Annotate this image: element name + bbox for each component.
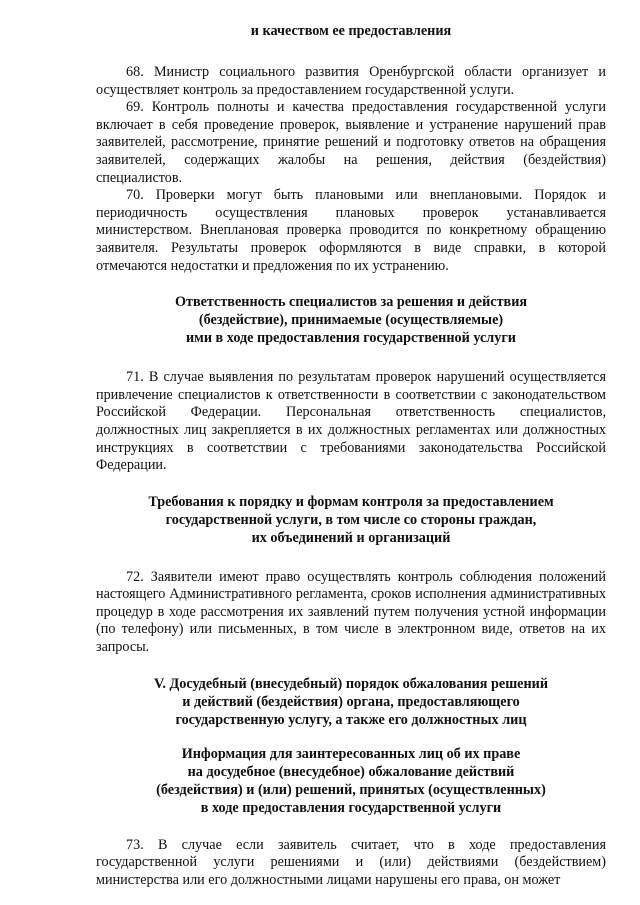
heading-line: их объединений и организаций <box>251 529 451 546</box>
heading-line: на досудебное (внесудебное) обжалование действий <box>187 763 515 780</box>
heading-line: государственную услугу, а также его должностных лиц <box>175 711 527 728</box>
paragraph-71: 71. В случае выявления по результатам проверок нарушений осуществляется привлечение специалистов к ответственности в соответствии с законодательством Российской Федерации. Персональная ответственность специалистов, должностных лиц закрепляется в их должностных регламентах или должностных инструкциях в соответствии с требованиями законодательства Российской Федерации. <box>96 369 606 474</box>
heading-line: (бездействие), принимаемые (осуществляемые) <box>198 312 504 329</box>
heading-line: V. Досудебный (внесудебный) порядок обжалования решений <box>154 675 548 692</box>
heading-line: (бездействия) и (или) решений, принятых (осуществленных) <box>156 781 546 798</box>
heading-line: Ответственность специалистов за решения и действия <box>174 294 528 311</box>
paragraph-68: 68. Министр социального развития Оренбургской области организует и осуществляет контроль за предоставлением государственной услуги. <box>96 64 606 98</box>
heading-section-5 <box>96 675 606 729</box>
heading-responsibility <box>96 293 606 347</box>
document-page <box>96 22 606 889</box>
paragraph-69: 69. Контроль полноты и качества предоставления государственной услуги включает в себя проведение проверок, выявление и устранение нарушений прав заявителей, рассмотрение, принятие решений и подготовку ответов на обращения заявителей, содержащих жалобы на решения, действия (бездействия) специалистов. <box>96 99 606 186</box>
heading-line: ими в ходе предоставления государственной услуги <box>186 330 516 347</box>
heading-line: Информация для заинтересованных лиц об их праве <box>181 745 521 762</box>
heading-information <box>96 745 606 817</box>
paragraph-73: 73. В случае если заявитель считает, что в ходе предоставления государственной услуги решениями и (или) действиями (бездействием) министерства или его должностными лицами нарушены его права, он может <box>96 836 606 888</box>
heading-line: государственной услуги, в том числе со стороны граждан, <box>165 511 537 528</box>
heading-requirements <box>96 493 606 547</box>
heading-line: Требования к порядку и формам контроля за предоставлением <box>148 493 554 510</box>
paragraph-70: 70. Проверки могут быть плановыми или внеплановыми. Порядок и периодичность осуществления плановых проверок устанавливается министерством. Внеплановая проверка проводится по конкретному обращению заявителя. Результаты проверок оформляются в виде справки, в которой отмечаются недостатки и предложения по их устранению. <box>96 187 606 274</box>
heading-line: в ходе предоставления государственной услуги <box>200 799 502 816</box>
paragraph-72: 72. Заявители имеют право осуществлять контроль соблюдения положений настоящего Административного регламента, сроков исполнения административных процедур в ходе рассмотрения их заявлений путем получения устной информации (по телефону) или письменных, в том числе в электронном виде, ответов на их запросы. <box>96 568 606 656</box>
heading-line: и действий (бездействия) органа, предоставляющего <box>182 693 520 710</box>
top-heading: и качеством ее предоставления <box>250 23 452 39</box>
